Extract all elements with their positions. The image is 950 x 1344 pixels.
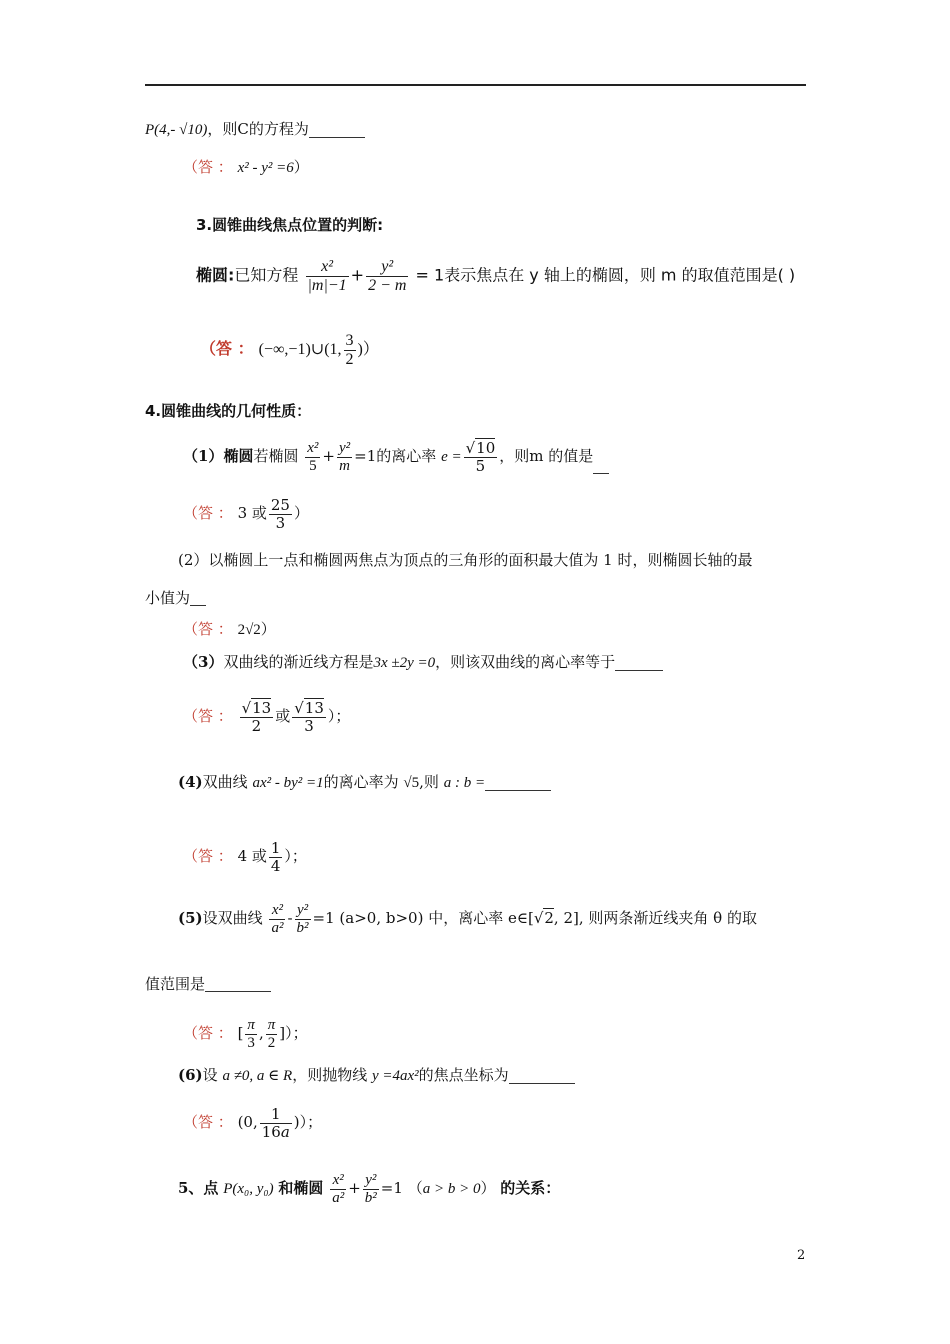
answer-open: （答 ： xyxy=(183,620,233,638)
answer-open: （答 ： xyxy=(183,1113,233,1131)
fraction-1-over-4: $\frac{1}{4}$ xyxy=(270,839,281,875)
answer-blank xyxy=(190,604,206,606)
question-2-line-1: (2）以椭圆上一点和椭圆两焦点为顶点的三角形的面积最大值为 1 时，则椭圆长轴的最 xyxy=(178,551,753,569)
fraction-25-over-3: $\frac{25}{3}$ xyxy=(270,496,290,532)
answer-blank xyxy=(485,789,551,791)
q7-condition: a > b > 0 xyxy=(422,1181,481,1197)
answer-text: 4 或 xyxy=(237,847,267,865)
q1-mid: 的离心率 xyxy=(376,447,437,465)
section-heading-4: 4.圆锥曲线的几何性质： xyxy=(145,402,312,420)
fraction-x2-over-a2: $\frac{\text{x²}}{\text{a²}}$ xyxy=(332,1172,345,1206)
answer-close: ）； xyxy=(327,707,351,725)
q6-equation: y =4ax² xyxy=(371,1068,419,1084)
answer-close: ） xyxy=(293,158,309,176)
fraction-pi-over-2: $\frac{\pi}{2}$ xyxy=(267,1017,276,1051)
ellipse-question: 椭圆:已知方程 $\frac{\text{x²}}{|m|-1}$ + $\frac{\text{y²}}{2 - m}$ = 1表示焦点在 y 轴上的椭圆，则 m 的取值范围是( ) xyxy=(196,258,796,294)
answer-close: ） xyxy=(362,338,379,358)
fraction-y2-over-b2: $\frac{\text{y²}}{\text{b²}}$ xyxy=(296,902,309,936)
ellipse-post: = 1表示焦点在 y 轴上的椭圆，则 m 的取值范围是( ) xyxy=(415,265,796,285)
question-point-ellipse: 5、点 P(x₀, y₀) 和椭圆 $\frac{\text{x²}}{\text{a²}}$ + $\frac{\text{y²}}{\text{b²}}$ =1 （a > b > 0） 的关系： xyxy=(178,1172,561,1206)
answer-open: （答 ： xyxy=(183,504,233,522)
answer-open: （答 ： xyxy=(183,1024,233,1042)
q1-number: （1） xyxy=(183,447,224,465)
answer-blank xyxy=(205,990,271,992)
fraction-x2-over-5: $\frac{\text{x²}}{5}$ xyxy=(307,440,319,474)
question-6 xyxy=(178,1068,575,1084)
answer-close: ）； xyxy=(284,847,307,865)
question-3 xyxy=(183,655,663,671)
q6-condition: a ≠0, a ∈ R xyxy=(222,1068,293,1084)
fraction-x2-over-m: $\frac{\text{x²}}{|m|-1}$ xyxy=(307,258,347,294)
q4-ratio: a : b = xyxy=(443,775,486,791)
q6-pre: 设 xyxy=(202,1066,218,1084)
answer-ellipse xyxy=(200,332,379,368)
answer-math: x² - y² =6 xyxy=(237,160,294,176)
answer-open: （答 ： xyxy=(183,847,233,865)
q3-number: （3） xyxy=(183,653,224,671)
fraction-y2-over-b2: $\frac{\text{y²}}{\text{b²}}$ xyxy=(364,1172,377,1206)
question-5-line-2 xyxy=(145,977,271,992)
answer-math: (−∞,−1)∪(1, $\frac{3}{2}$ ) xyxy=(258,332,363,368)
q2-text: 小值为 xyxy=(145,589,191,607)
q3-pre: 双曲线的渐近线方程是 xyxy=(223,653,374,671)
fraction-y2-over-m: $\frac{\text{y²}}{m}$ xyxy=(338,440,351,474)
answer-q5: （答 ： [ $\frac{\pi}{3}$ , $\frac{\pi}{2}$ ]）； xyxy=(183,1017,308,1051)
answer-q2 xyxy=(183,622,276,638)
answer-1 xyxy=(183,160,309,176)
q1-label: 椭圆 xyxy=(223,447,254,465)
question-4 xyxy=(178,775,551,791)
fraction-1-over-16a: $\frac{1}{16a}$ xyxy=(261,1105,290,1141)
answer-open: （答 ： xyxy=(183,158,233,176)
ellipse-label: 椭圆: xyxy=(196,265,235,285)
q4-math: ax² - by² =1 xyxy=(252,775,324,791)
q5-post: , 2], 则两条渐近线夹角 θ 的取 xyxy=(553,909,757,927)
q4-mid: 的离心率为 xyxy=(323,773,399,791)
fraction-sqrt10-over-5: $\frac{√10}{5}$ xyxy=(465,439,496,475)
header-rule xyxy=(145,84,806,86)
q7-mid: 和椭圆 xyxy=(278,1179,324,1197)
question-text: ，则C的方程为 xyxy=(207,120,309,138)
q4-sqrt: √5 xyxy=(403,775,420,791)
answer-close: ）； xyxy=(285,1024,308,1042)
q1-pre: 若椭圆 xyxy=(253,447,299,465)
ellipse-pre: 已知方程 xyxy=(234,265,299,285)
question-1: （1）椭圆若椭圆 $\frac{\text{x²}}{5}$ + $\frac{\text{y²}}{m}$ =1的离心率 e = $\frac{√10}{5}$ ，则m 的值是 xyxy=(183,440,609,474)
answer-q6: （答 ： (0, $\frac{1}{16a}$ )）； xyxy=(183,1105,323,1141)
answer-close: ）； xyxy=(299,1113,323,1131)
q6-mid: ，则抛物线 xyxy=(292,1066,368,1084)
point-p: P(4,- √10) xyxy=(145,122,208,138)
question-5: (5)设双曲线 $\frac{\text{x²}}{\text{a²}}$ - $\frac{\text{y²}}{\text{b²}}$ =1 (a>0, b>0) 中，离心率 e∈[√2, 2], 则两条渐近线夹角 θ 的取 xyxy=(178,902,757,936)
fraction-y2-over-2m: $\frac{\text{y²}}{2 - m}$ xyxy=(368,258,407,294)
q4-post: ,则 xyxy=(419,773,439,791)
q5-text: 值范围是 xyxy=(145,975,206,993)
q6-post: 的焦点坐标为 xyxy=(418,1066,509,1084)
q5-pre: 设双曲线 xyxy=(202,909,263,927)
q3-post: ，则该双曲线的离心率等于 xyxy=(435,653,616,671)
q5-mid: (a>0, b>0) 中，离心率 e∈[ xyxy=(339,909,534,927)
fraction-x2-over-a2: $\frac{\text{x²}}{\text{a²}}$ xyxy=(271,902,284,936)
q7-number: 5、点 xyxy=(178,1179,219,1197)
answer-open: （答 ： xyxy=(183,707,233,725)
q7-point: P(x₀, y₀) xyxy=(223,1181,274,1197)
answer-text: 3 或 xyxy=(237,504,267,522)
answer-q3 xyxy=(183,700,350,734)
answer-close: ） xyxy=(293,504,309,522)
answer-q4 xyxy=(183,840,307,874)
answer-blank xyxy=(509,1082,575,1084)
section-heading-3: 3.圆锥曲线焦点位置的判断: xyxy=(196,216,384,234)
page-number: 2 xyxy=(797,1248,806,1263)
answer-blank xyxy=(593,472,609,474)
q5-number: (5) xyxy=(178,909,203,927)
answer-close: ） xyxy=(260,620,276,638)
fraction-sqrt13-over-2: $\frac{√13}{2}$ xyxy=(241,699,272,735)
answer-q1 xyxy=(183,497,309,531)
answer-open: （答 ： xyxy=(200,338,254,358)
q4-pre: 双曲线 xyxy=(202,773,248,791)
question-line-1 xyxy=(145,122,365,138)
answer-mid: 或 xyxy=(275,707,291,725)
q6-number: (6) xyxy=(178,1066,203,1084)
fraction-sqrt13-over-3: $\frac{√13}{3}$ xyxy=(294,699,324,735)
fraction-pi-over-3: $\frac{\pi}{3}$ xyxy=(247,1017,255,1051)
q7-post: 的关系： xyxy=(500,1179,561,1197)
q3-math: 3x ±2y =0 xyxy=(373,655,436,671)
answer-blank xyxy=(309,136,365,138)
answer-math: 2√2 xyxy=(237,622,261,638)
answer-blank xyxy=(615,669,663,671)
q4-number: (4) xyxy=(178,773,203,791)
question-2-line-2 xyxy=(145,591,206,606)
q1-post: ，则m 的值是 xyxy=(499,447,594,465)
